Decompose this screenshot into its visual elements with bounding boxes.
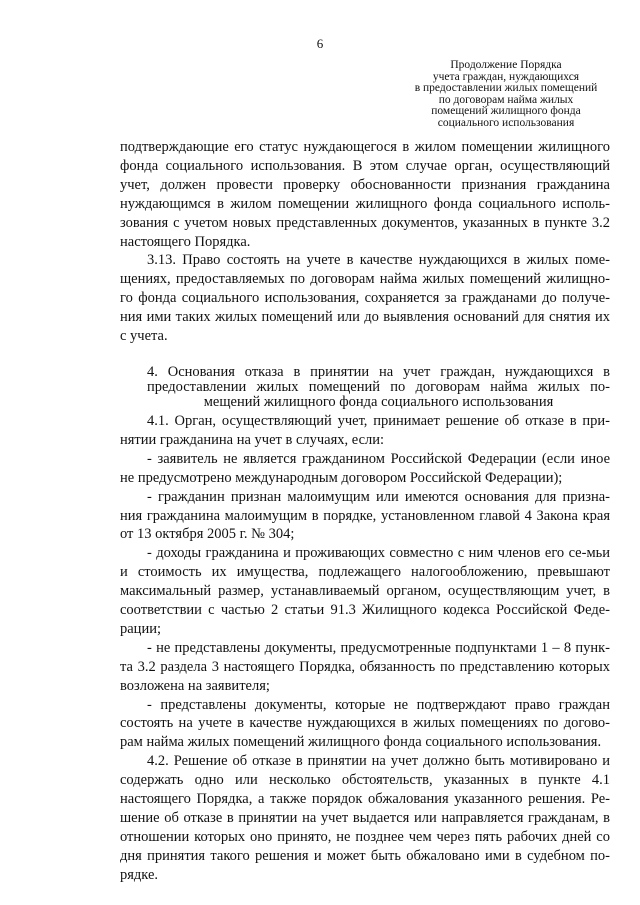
continuation-note-line: социального использования [437,116,575,129]
paragraph-3-13: 3.13. Право состоять на учете в качестве нуждающихся в жилых поме-щениях, предоставляемых по договорам найма жилых помещений жилищно-го фонда социального использования, сохраняется за гражданами до получе-ния ими таких жилых помещений или до выявления оснований для снятия их с учета. [120,252,610,345]
list-item-income-exceeds: - доходы гражданина и проживающих совместно с ним членов его се-мьи и стоимость их имущества, подлежащего налогообложению, превышают максимальный размер, устанавливаемый органом, осуществляющим учет, в соответствии с частью 2 статьи 91.3 Жилищного кодекса Российской Феде-рации; [120,545,610,637]
paragraph-4-2: 4.2. Решение об отказе в принятии на учет должно быть мотивировано и содержать одно или несколько обстоятельств, указанных в пункте 4.1 настоящего Порядка, а также порядок обжалования указанного решения. Ре-шение об отказе в принятии на учет выдается или направляется гражданам, в отношении которых оно принято, не позднее чем через пять рабочих дней со дня принятия такого решения и может быть обжаловано ими в судебном по-рядке. [120,753,610,883]
list-item-documents-missing: - не представлены документы, предусмотренные подпунктами 1 – 8 пунк-та 3.2 раздела 3 настоящего Порядка, обязанность по представлению которых возложена на заявителя; [120,639,610,694]
list-item-citizenship: - заявитель не является гражданином Российской Федерации (если иное не предусмотрено международным договором Российской Федерации); [120,450,610,486]
list-item-documents-invalid: - представлены документы, которые не подтверждают право граждан состоять на учете в качестве нуждающихся в жилых помещениях по догово-рам найма жилых помещений жилищного фонда социального использования. [120,696,610,751]
continuation-note-line: Продолжение Порядка [450,59,562,71]
paragraph-continuation: подтверждающие его статус нуждающегося в жилом помещении жилищного фонда социального использования. В этом случае орган, осуществляющий учет, должен провести проверку обоснованности признания гражданина нуждающимся в жилом помещении жилищного фонда социального исполь-зования с учетом новых представленных документов, указанных в пункте 3.2 настоящего Порядка. [120,139,610,250]
paragraph-4-1: 4.1. Орган, осуществляющий учет, принимает решение об отказе в при-нятии гражданина на учет в случаях, если: [120,412,610,448]
continuation-note-line: учета граждан, нуждающихся [432,70,580,83]
list-item-low-income: - гражданин признан малоимущим или имеются основания для призна-ния гражданина малоимущим в порядке, установленном главой 4 Закона края от 13 октября 2005 г. № 304; [120,488,610,543]
document-body [120,138,610,885]
continuation-note-line: помещений жилищного фонда [431,105,581,118]
page-number: 6 [316,36,324,51]
continuation-note-line: в предоставлении жилых помещений [414,82,598,95]
document-continuation-note [395,60,617,130]
continuation-note-line: по договорам найма жилых [438,93,574,106]
section-4-heading: 4. Основания отказа в принятии на учет граждан, нуждающихся в предоставлении жилых помещений по договорам найма жилых по-мещений жилищного фонда социального использования [147,363,610,410]
